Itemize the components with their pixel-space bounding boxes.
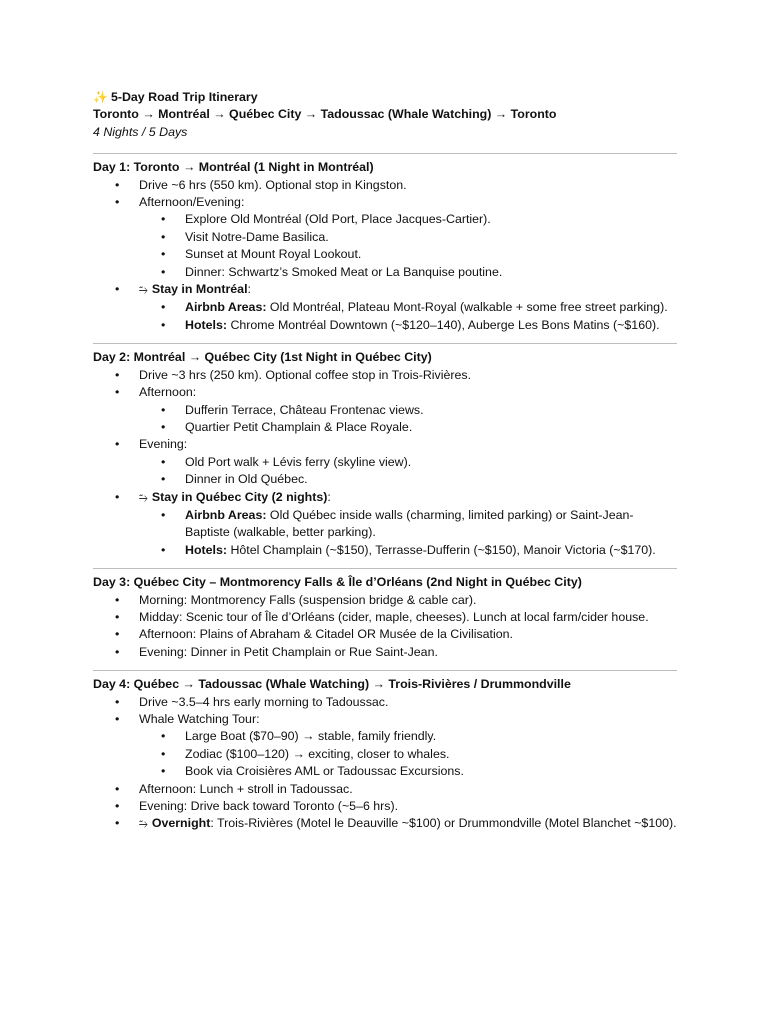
list-item: [139, 507, 677, 542]
list-item: [139, 542, 677, 559]
hotels-text: Chrome Montréal Downtown (~$120–140), Auberge Les Bons Matins (~$160).: [227, 317, 660, 332]
day-2-afternoon-label: Afternoon:: [139, 385, 197, 400]
day-2-list: [93, 367, 677, 559]
day-1-list: [93, 177, 677, 335]
day-1-stay-suffix: :: [247, 282, 251, 297]
day-4-list: [93, 694, 677, 834]
list-item: • Dufferin Terrace, Château Frontenac views.: [139, 402, 677, 419]
list-item: • Evening: Dinner in Petit Champlain or Rue Saint-Jean.: [93, 644, 677, 661]
day-3-section: [93, 574, 677, 661]
day-2-stay-suffix: :: [327, 489, 331, 504]
day-3-list: [93, 592, 677, 662]
day-1-afternoon-label: Afternoon/Evening:: [139, 195, 245, 210]
bed-icon: ⥲: [139, 491, 148, 504]
day-2-evening-list: [139, 454, 677, 489]
list-item: • Quartier Petit Champlain & Place Royale.: [139, 419, 677, 436]
list-item: • Sunset at Mount Royal Lookout.: [139, 246, 677, 263]
day-4-overnight-text: : Trois-Rivières (Motel le Deauville ~$100) or Drummondville (Motel Blanchet ~$100).: [210, 816, 677, 831]
hotels-text: Hôtel Champlain (~$150), Terrasse-Dufferin (~$150), Manoir Victoria (~$170).: [227, 542, 656, 557]
list-item: • Zodiac ($100–120) → exciting, closer to whales.: [139, 746, 677, 763]
divider: [93, 343, 677, 344]
list-item: • Midday: Scenic tour of Île d’Orléans (cider, maple, cheeses). Lunch at local farm/cider house.: [93, 609, 677, 626]
day-2-afternoon-list: [139, 402, 677, 437]
day-4-title: Day 4: Québec → Tadoussac (Whale Watching) → Trois-Rivières / Drummondville: [93, 677, 571, 692]
list-item: [93, 436, 677, 488]
list-item: • Dinner in Old Québec.: [139, 471, 677, 488]
list-item: • Old Port walk + Lévis ferry (skyline view).: [139, 454, 677, 471]
list-item: • Book via Croisières AML or Tadoussac Excursions.: [139, 763, 677, 780]
airbnb-label: Airbnb Areas:: [185, 300, 267, 315]
day-3-title: Day 3: Québec City – Montmorency Falls & Île d’Orléans (2nd Night in Québec City): [93, 575, 582, 590]
list-item: [139, 317, 677, 334]
list-item: • Explore Old Montréal (Old Port, Place Jacques-Cartier).: [139, 211, 677, 228]
day-4-tour-list: [139, 728, 677, 780]
bed-icon: ⥲: [139, 284, 148, 297]
day-4-tour-label: Whale Watching Tour:: [139, 712, 260, 726]
divider: [93, 670, 677, 671]
day-2-title: Day 2: Montréal → Québec City (1st Night in Québec City): [93, 350, 432, 365]
bed-icon: ⥲: [139, 818, 148, 831]
airbnb-label: Airbnb Areas:: [185, 507, 267, 522]
divider: [93, 153, 677, 154]
list-item: [93, 694, 677, 711]
list-item: [93, 177, 677, 194]
list-item: • Visit Notre-Dame Basilica.: [139, 229, 677, 246]
day-1-section: [93, 159, 677, 334]
divider: [93, 568, 677, 569]
day-1-afternoon-list: [139, 211, 677, 281]
list-item: • Evening: Drive back toward Toronto (~5–6 hrs).: [93, 798, 677, 815]
list-item: • Morning: Montmorency Falls (suspension bridge & cable car).: [93, 592, 677, 609]
day-1-title: Day 1: Toronto → Montréal (1 Night in Montréal): [93, 160, 374, 175]
list-item: [93, 711, 677, 781]
list-item: • Afternoon: Lunch + stroll in Tadoussac.: [93, 781, 677, 798]
day-1-drive: Drive ~6 hrs (550 km). Optional stop in Kingston.: [139, 177, 407, 192]
day-4-drive: Drive ~3.5–4 hrs early morning to Tadoussac.: [139, 694, 389, 709]
list-item: [93, 194, 677, 281]
hotels-label: Hotels:: [185, 542, 227, 557]
sparkles-icon: ✨: [93, 90, 108, 104]
list-item: • Afternoon: Plains of Abraham & Citadel OR Musée de la Civilisation.: [93, 626, 677, 643]
list-item: [93, 281, 677, 334]
day-1-stay-list: [139, 299, 677, 334]
day-2-drive: Drive ~3 hrs (250 km). Optional coffee stop in Trois-Rivières.: [139, 367, 472, 382]
day-2-stay-label: Stay in Québec City (2 nights): [151, 489, 328, 504]
airbnb-text: Old Québec inside walls (charming, limited parking) or Saint-Jean-Baptiste (walkable, better parking).: [185, 507, 634, 540]
list-item: [93, 815, 677, 833]
day-1-stay-label: Stay in Montréal: [151, 282, 248, 297]
list-item: • Large Boat ($70–90) → stable, family friendly.: [139, 728, 677, 745]
trip-duration: 4 Nights / 5 Days: [93, 124, 188, 139]
airbnb-text: Old Montréal, Plateau Mont-Royal (walkable + some free street parking).: [266, 300, 668, 315]
day-2-evening-label: Evening:: [139, 437, 188, 452]
document-title-text: 5-Day Road Trip Itinerary: [110, 90, 258, 104]
list-item: [93, 489, 677, 560]
day-2-stay-list: [139, 507, 677, 559]
list-item: [93, 367, 677, 384]
day-2-section: [93, 349, 677, 559]
document-title: [93, 89, 677, 106]
list-item: • Dinner: Schwartz’s Smoked Meat or La Banquise poutine.: [139, 264, 677, 281]
list-item: [139, 299, 677, 316]
list-item: [93, 384, 677, 436]
itinerary-document: [93, 89, 677, 834]
route-line: Toronto → Montréal → Québec City → Tadoussac (Whale Watching) → Toronto: [93, 107, 557, 122]
day-4-section: [93, 676, 677, 834]
day-4-overnight-label: Overnight: [151, 816, 211, 831]
hotels-label: Hotels:: [185, 317, 227, 332]
